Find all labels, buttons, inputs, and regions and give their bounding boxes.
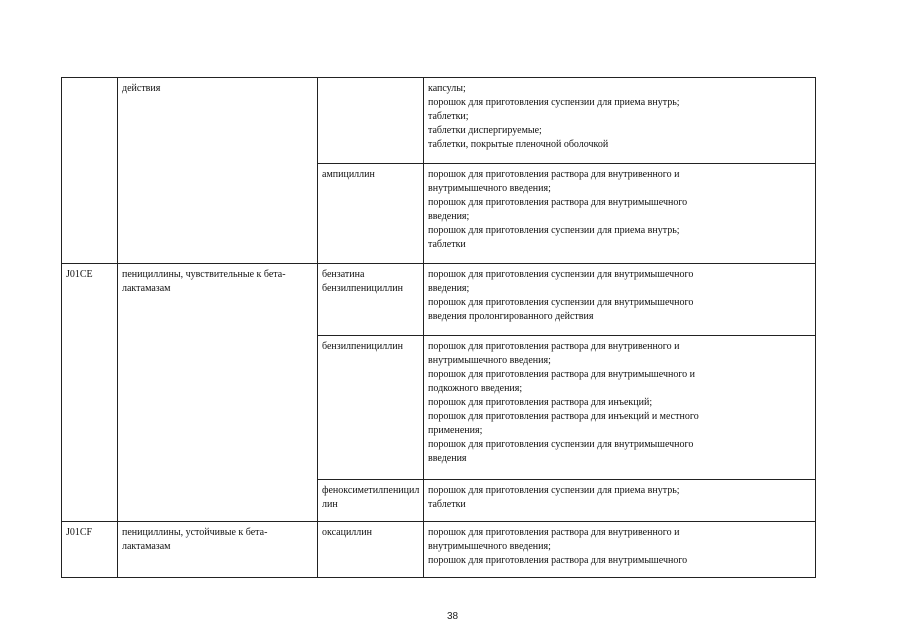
drug-name-cell — [318, 164, 424, 264]
group-text: действия — [122, 83, 161, 94]
page-number: 38 — [446, 611, 459, 622]
dosage-forms-cell — [424, 336, 816, 480]
dosage-form-line: таблетки, покрытые пленочной оболочкой — [428, 139, 609, 150]
dosage-form-line: таблетки — [428, 239, 466, 250]
dosage-form-line: порошок для приготовления раствора для внутримышечного — [428, 197, 688, 208]
dosage-form-line: внутримышечного введения; — [428, 355, 551, 366]
dosage-form-line: порошок для приготовления суспензии для внутримышечного — [428, 297, 694, 308]
dosage-form-line: порошок для приготовления суспензии для внутримышечного — [428, 439, 694, 450]
dosage-form-line: порошок для приготовления раствора для инъекций и местного — [428, 411, 699, 422]
drug-name-text: ампициллин — [322, 169, 375, 180]
drug-name-cell — [318, 480, 424, 522]
dosage-forms-cell — [424, 522, 816, 578]
group-cell — [118, 78, 318, 264]
dosage-forms-cell — [424, 78, 816, 164]
dosage-form-line: внутримышечного введения; — [428, 541, 551, 552]
table-row — [62, 264, 816, 336]
drug-name-text: бензатина бензилпенициллин — [322, 269, 403, 294]
dosage-form-line: таблетки; — [428, 111, 469, 122]
dosage-forms-cell — [424, 264, 816, 336]
atc-code-text: J01CF — [66, 527, 93, 538]
dosage-form-line: порошок для приготовления раствора для внутримышечного и — [428, 369, 696, 380]
dosage-form-line: таблетки диспергируемые; — [428, 125, 542, 136]
drug-name-text: бензилпенициллин — [322, 341, 403, 352]
dosage-forms-cell — [424, 164, 816, 264]
dosage-form-line: введения пролонгированного действия — [428, 311, 594, 322]
dosage-form-line: введения; — [428, 283, 470, 294]
drug-list-table — [61, 77, 816, 578]
dosage-form-line: порошок для приготовления суспензии для приема внутрь; — [428, 485, 680, 496]
group-cell — [118, 264, 318, 522]
dosage-form-line: порошок для приготовления раствора для инъекций; — [428, 397, 653, 408]
atc-code-text: J01CE — [66, 269, 93, 280]
dosage-form-line: порошок для приготовления суспензии для приема внутрь; — [428, 225, 680, 236]
dosage-form-line: капсулы; — [428, 83, 466, 94]
dosage-form-line: введения — [428, 453, 467, 464]
dosage-form-line: порошок для приготовления раствора для внутривенного и — [428, 169, 680, 180]
drug-name-text: феноксиметилпенициллин — [322, 485, 420, 510]
table-row — [62, 78, 816, 164]
atc-code-cell — [62, 264, 118, 522]
drug-name-text: оксациллин — [322, 527, 372, 538]
atc-code-cell — [62, 522, 118, 578]
drug-name-cell — [318, 78, 424, 164]
drug-name-cell — [318, 264, 424, 336]
drug-name-cell — [318, 336, 424, 480]
dosage-form-line: подкожного введения; — [428, 383, 523, 394]
group-text: пенициллины, чувствительные к бета-лактамазам — [122, 269, 286, 294]
dosage-form-line: внутримышечного введения; — [428, 183, 551, 194]
dosage-forms-cell — [424, 480, 816, 522]
group-text: пенициллины, устойчивые к бета-лактамазам — [122, 527, 268, 552]
dosage-form-line: применения; — [428, 425, 483, 436]
dosage-form-line: порошок для приготовления раствора для внутривенного и — [428, 341, 680, 352]
group-cell — [118, 522, 318, 578]
table-row — [62, 522, 816, 578]
dosage-form-line: порошок для приготовления раствора для внутривенного и — [428, 527, 680, 538]
atc-code-cell — [62, 78, 118, 264]
dosage-form-line: порошок для приготовления раствора для внутримышечного — [428, 555, 688, 566]
dosage-form-line: порошок для приготовления суспензии для приема внутрь; — [428, 97, 680, 108]
dosage-form-line: порошок для приготовления суспензии для внутримышечного — [428, 269, 694, 280]
dosage-form-line: введения; — [428, 211, 470, 222]
drug-name-cell — [318, 522, 424, 578]
dosage-form-line: таблетки — [428, 499, 466, 510]
